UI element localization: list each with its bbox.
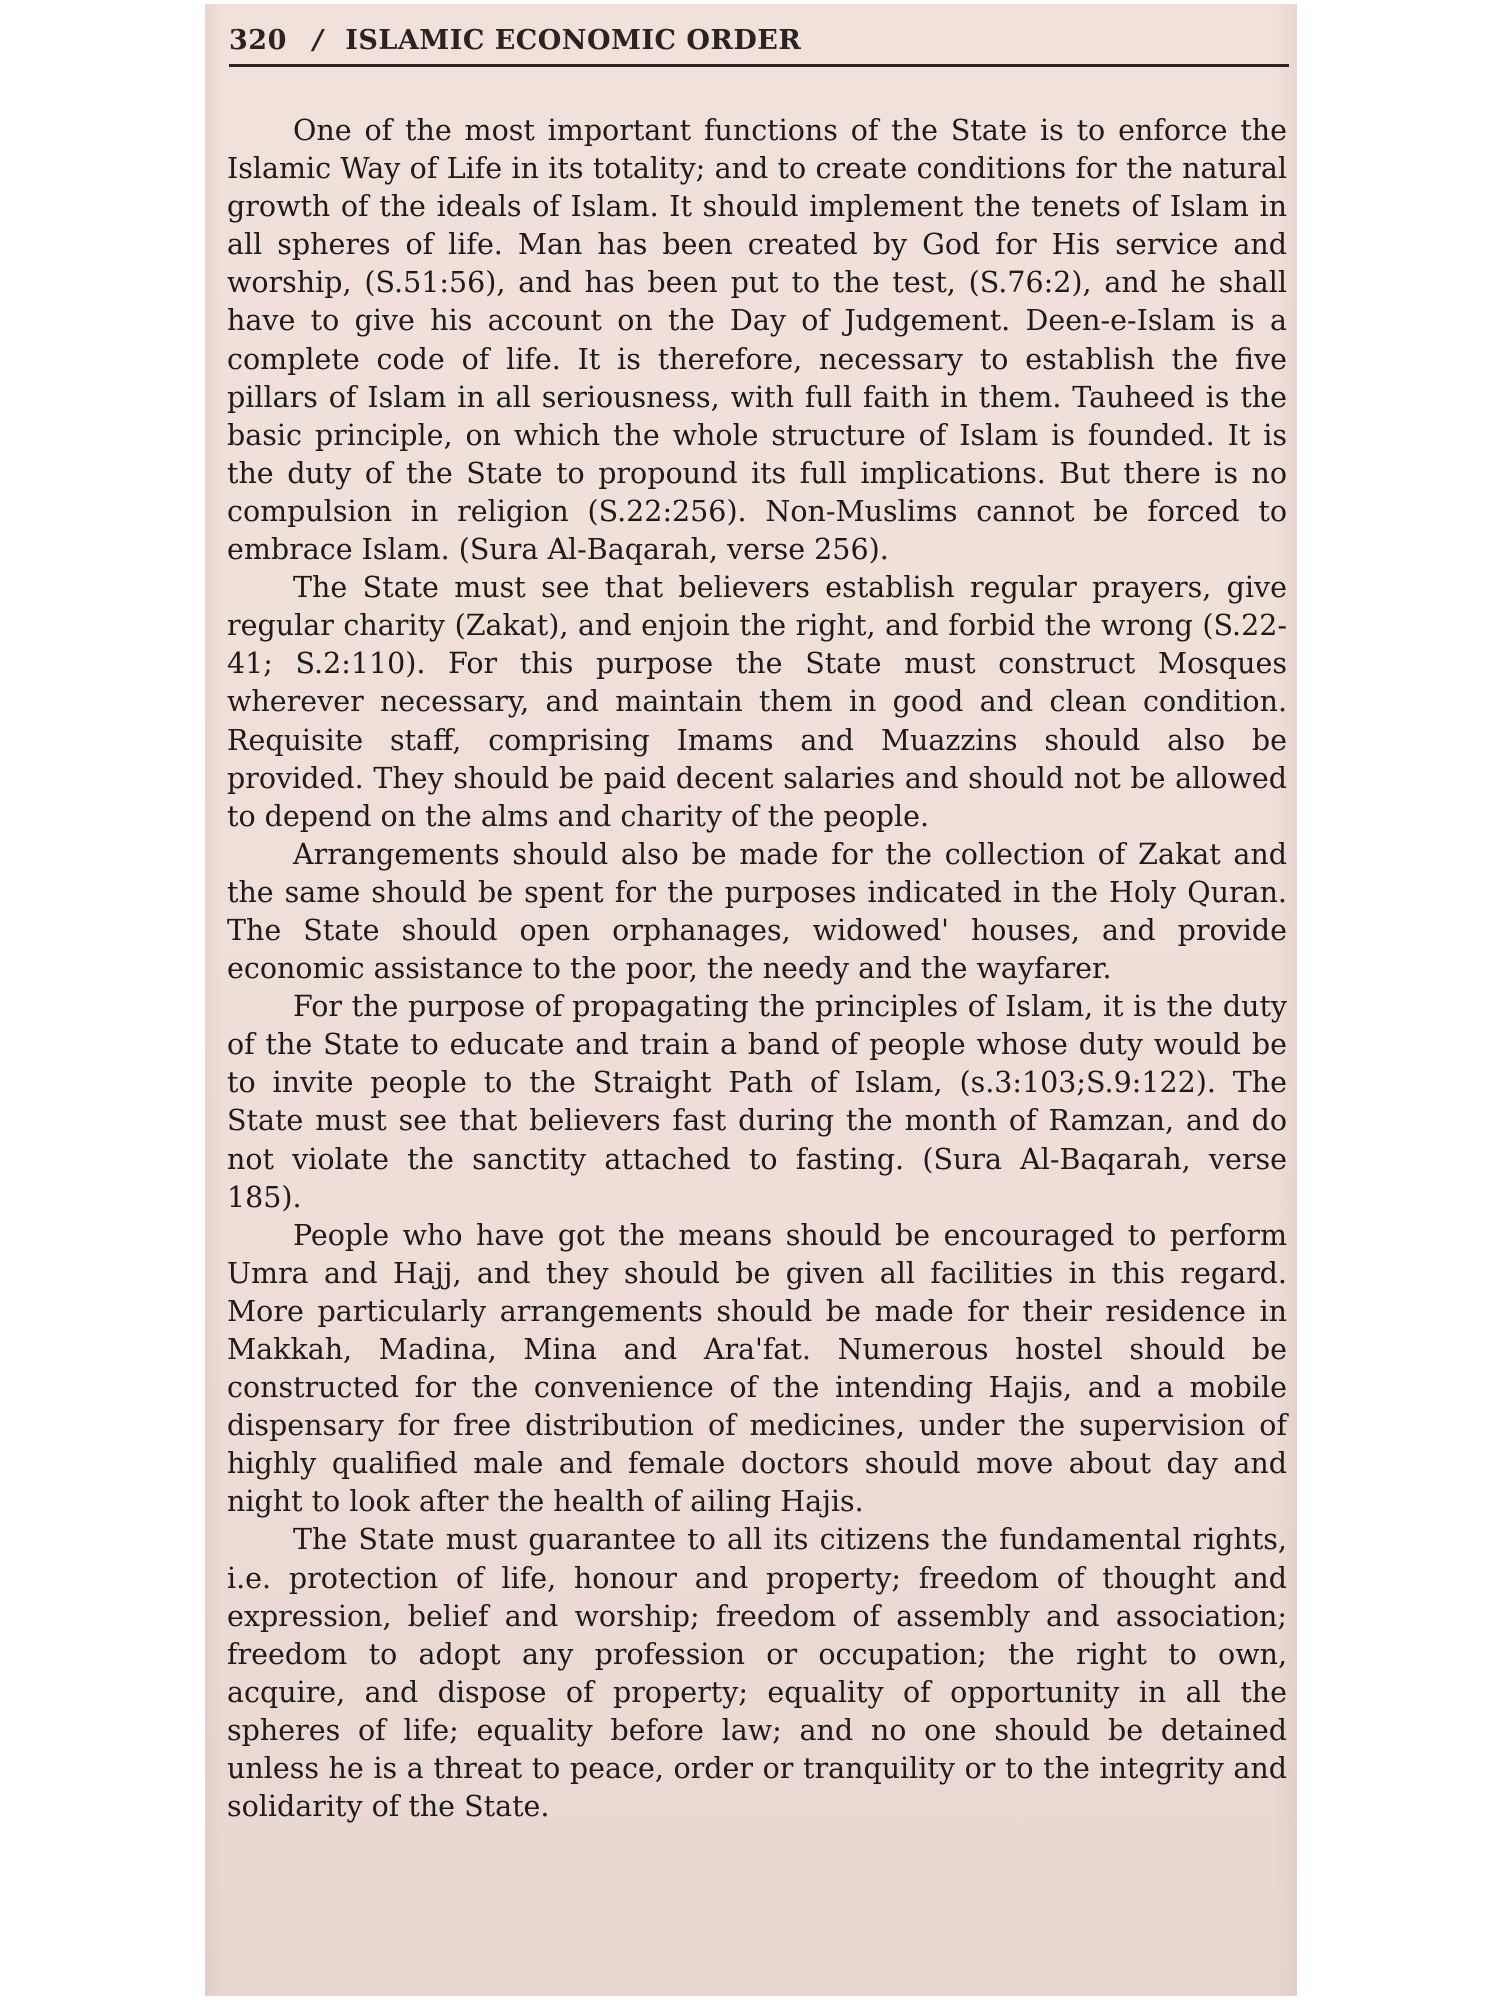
paragraph-1: One of the most important functions of the State is to enforce the Islamic Way of Life in its totality; and to create conditions for the natural growth of the ideals of Islam. It should implement the tenets of Islam in all spheres of life. Man has been created by God for His service and worship, (S.51:56), and has been put to the test, (S.76:2), and he shall have to give his account on the Day of Judgement. Deen-e-Islam is a complete code of life. It is therefore, necessary to establish the five pillars of Islam in all seriousness, with full faith in them. Tauheed is the basic principle, on which the whole structure of Islam is founded. It is the duty of the State to propound its full implications. But there is no compulsion in religion (S.22:256). Non-Muslims cannot be forced to embrace Islam. (Sura Al-Baqarah, verse 256). <box>227 114 1287 567</box>
body-text <box>227 112 1287 1826</box>
running-header <box>229 20 1281 60</box>
paragraph-6: The State must guarantee to all its citizens the fundamental rights, i.e. protection of life, honour and property; freedom of thought and expression, belief and worship; freedom of assembly and association; freedom to adopt any profession or occupation; the right to own, acquire, and dispose of property; equality of opportunity in all the spheres of life; equality before law; and no one should be detained unless he is a threat to peace, order or tranquility or to the integrity and solidarity of the State. <box>227 1523 1287 1824</box>
paragraph-4: For the purpose of propagating the principles of Islam, it is the duty of the State to educate and train a band of people whose duty would be to invite people to the Straight Path of Islam, (s.3:103;S.9:122). The State must see that believers fast during the month of Ramzan, and do not violate the sanctity attached to fasting. (Sura Al-Baqarah, verse 185). <box>227 990 1287 1214</box>
book-page <box>205 4 1297 1996</box>
header-separator: / <box>312 24 324 56</box>
page-number: 320 <box>229 24 287 56</box>
paragraph-5: People who have got the means should be encouraged to perform Umra and Hajj, and they should be given all facilities in this regard. More particularly arrangements should be made for their residence in Makkah, Madina, Mina and Ara'fat. Numerous hostel should be constructed for the convenience of the intending Hajis, and a mobile dispensary for free distribution of medicines, under the supervision of highly qualified male and female doctors should move about day and night to look after the health of ailing Hajis. <box>227 1218 1287 1519</box>
header-rule <box>229 64 1289 67</box>
paragraph-2: The State must see that believers establish regular prayers, give regular charity (Zakat), and enjoin the right, and forbid the wrong (S.22-41; S.2:110). For this purpose the State must construct Mosques wherever necessary, and maintain them in good and clean condition. Requisite staff, comprising Imams and Muazzins should also be provided. They should be paid decent salaries and should not be allowed to depend on the alms and charity of the people. <box>227 571 1287 833</box>
paragraph-3: Arrangements should also be made for the collection of Zakat and the same should be spent for the purposes indicated in the Holy Quran. The State should open orphanages, widowed' houses, and provide economic assistance to the poor, the needy and the wayfarer. <box>227 837 1287 986</box>
running-title: ISLAMIC ECONOMIC ORDER <box>345 24 802 56</box>
